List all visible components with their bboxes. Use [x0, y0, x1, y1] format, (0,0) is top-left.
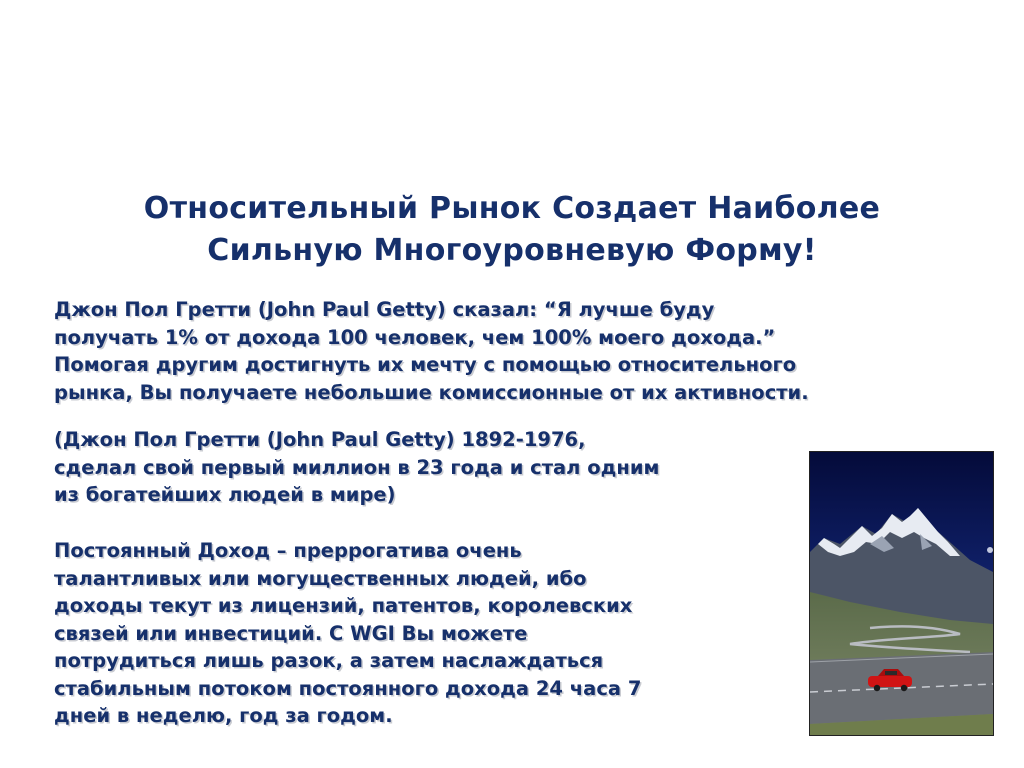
slide-title	[60, 188, 964, 272]
title-line: Относительный Рынок Создает Наиболее	[143, 191, 881, 226]
getty-quote-paragraph	[54, 296, 809, 406]
bio-line: из богатейших людей в мире)	[54, 483, 396, 506]
mountain-road-photo	[809, 451, 994, 736]
income-line: доходы текут из лицензий, патентов, королевских	[54, 594, 633, 617]
bio-line: сделал свой первый миллион в 23 года и стал одним	[54, 455, 660, 479]
income-line: потрудиться лишь разок, а затем наслаждаться	[54, 649, 604, 672]
getty-bio-paragraph	[54, 426, 659, 509]
bio-line: (Джон Пол Гретти (John Paul Getty) 1892-1976,	[54, 428, 586, 451]
income-line: дней в неделю, год за годом.	[54, 704, 393, 727]
title-line: Сильную Многоуровневую Форму!	[207, 233, 817, 268]
income-line: талантливых или могущественных людей, ибо	[54, 566, 587, 590]
quote-line: Помогая другим достигнуть их мечту с помощью относительного	[54, 353, 797, 376]
income-line: Постоянный Доход – преррогатива очень	[54, 539, 522, 562]
quote-line: Джон Пол Гретти (John Paul Getty) сказал: “Я лучше буду	[54, 298, 715, 321]
residual-income-paragraph	[54, 537, 641, 730]
quote-line: рынка, Вы получаете небольшие комиссионные от их активности.	[54, 380, 809, 404]
quote-line: получать 1% от дохода 100 человек, чем 100% моего дохода.”	[54, 325, 776, 349]
income-line: связей или инвестиций. С WGI Вы можете	[54, 621, 528, 645]
income-line: стабильным потоком постоянного дохода 24 часа 7	[54, 676, 642, 700]
